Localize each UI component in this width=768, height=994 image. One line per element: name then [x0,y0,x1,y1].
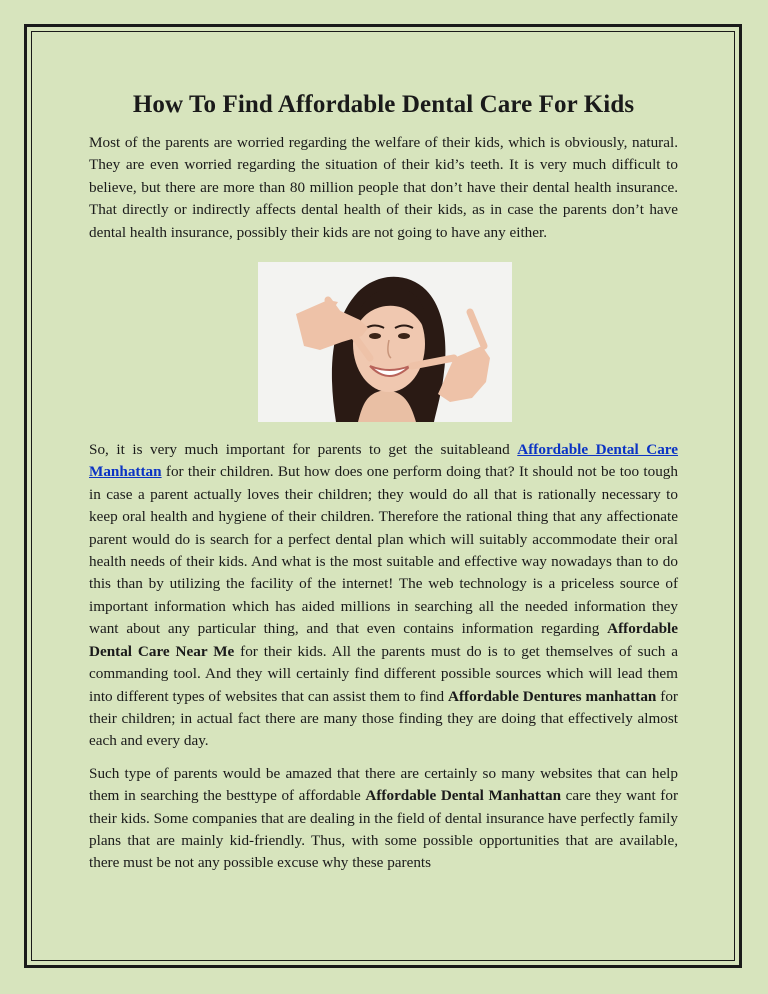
paragraph-main-text-4: for their children; in actual fact there are many those finding they are doing that effectively almost each and every day. [89,687,678,750]
bold-phrase-manhattan: Affordable Dental Manhattan [365,787,562,805]
paragraph-main-text-3: for their kids. All the parents must do is to get themselves of such a commanding tool. And they will certainly find different possible sources which will lead them into different types of websites that can assist them to find [89,642,679,705]
paragraph-closing [89,763,678,875]
document-body [89,90,678,875]
photo-illustration [258,262,512,422]
paragraph-main-text-1: So, it is very much important for parents to get the suitableand [89,441,518,459]
paragraph-intro: Most of the parents are worried regarding the welfare of their kids, which is obviously, natural. They are even worried regarding the situation of their kid’s teeth. It is very much difficult to believe, but there are more than 80 million people that don’t have their dental health insurance. That directly or indirectly affects dental health of their kids, as in case the parents don’t have dental health insurance, possibly their kids are not going to have any either. [89,134,678,241]
document-title: How To Find Affordable Dental Care For Kids [132,91,635,118]
paragraph-main [89,439,678,753]
bold-phrase-near-me: Affordable Dental Care Near Me [89,620,678,660]
smiling-woman-photo [258,262,512,422]
paragraph-closing-text-2: care they want for their kids. Some companies that are dealing in the field of dental insurance have perfectly family plans that are mainly kid-friendly. Thus, with some possible opportunities that are available, there must be not any possible excuse why these parents [89,787,678,872]
paragraph-closing-text-1: Such type of parents would be amazed that there are certainly so many websites that can help them in searching the besttype of affordable [89,764,678,805]
bold-phrase-dentures: Affordable Dentures manhattan [448,687,657,705]
affordable-dental-care-manhattan-link[interactable]: Affordable Dental Care Manhattan [89,441,678,481]
paragraph-main-text-2: for their children. But how does one perform doing that? It should not be too tough in case a parent actually loves their children; they would do all that is rationally necessary to keep oral health and hygiene of their children. Therefore the rational thing that any affectionate parent would do is search for a perfect dental plan which will suitably accommodate their oral health needs of their kids. And what is the most suitable and effective way nowadays than to do this than by utilizing the facility of the internet! The web technology is a priceless source of important information which has aided millions in searching all the needed information they want about any particular thing, and that even contains information regarding [89,463,678,638]
